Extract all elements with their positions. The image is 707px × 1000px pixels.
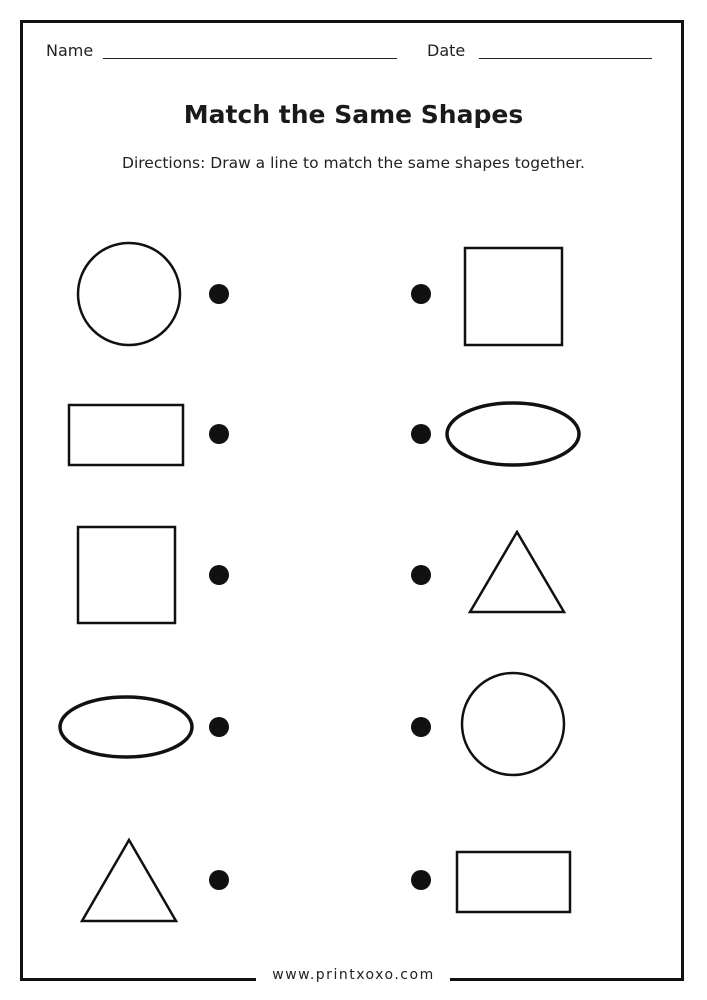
right-dot-4[interactable] xyxy=(411,717,431,737)
left-square-shape xyxy=(78,527,175,623)
right-dot-2[interactable] xyxy=(411,424,431,444)
left-dot-4[interactable] xyxy=(209,717,229,737)
right-triangle-shape xyxy=(470,532,564,612)
date-label: Date xyxy=(427,41,466,60)
left-circle-shape xyxy=(78,243,180,345)
left-dot-1[interactable] xyxy=(209,284,229,304)
left-dot-2[interactable] xyxy=(209,424,229,444)
right-dot-5[interactable] xyxy=(411,870,431,890)
right-dot-1[interactable] xyxy=(411,284,431,304)
left-dot-3[interactable] xyxy=(209,565,229,585)
worksheet-title: Match the Same Shapes xyxy=(183,100,524,129)
right-circle-shape xyxy=(462,673,564,775)
right-rectangle-shape xyxy=(457,852,570,912)
left-dot-5[interactable] xyxy=(209,870,229,890)
footer-url: www.printxoxo.com xyxy=(272,967,435,983)
right-dot-3[interactable] xyxy=(411,565,431,585)
left-triangle-shape xyxy=(82,840,176,921)
directions-text: Directions: Draw a line to match the same shapes together. xyxy=(122,154,585,172)
right-ellipse-shape xyxy=(447,403,579,465)
right-square-shape xyxy=(465,248,562,345)
left-ellipse-shape xyxy=(60,697,192,757)
name-label: Name xyxy=(46,41,94,60)
left-rectangle-shape xyxy=(69,405,183,465)
